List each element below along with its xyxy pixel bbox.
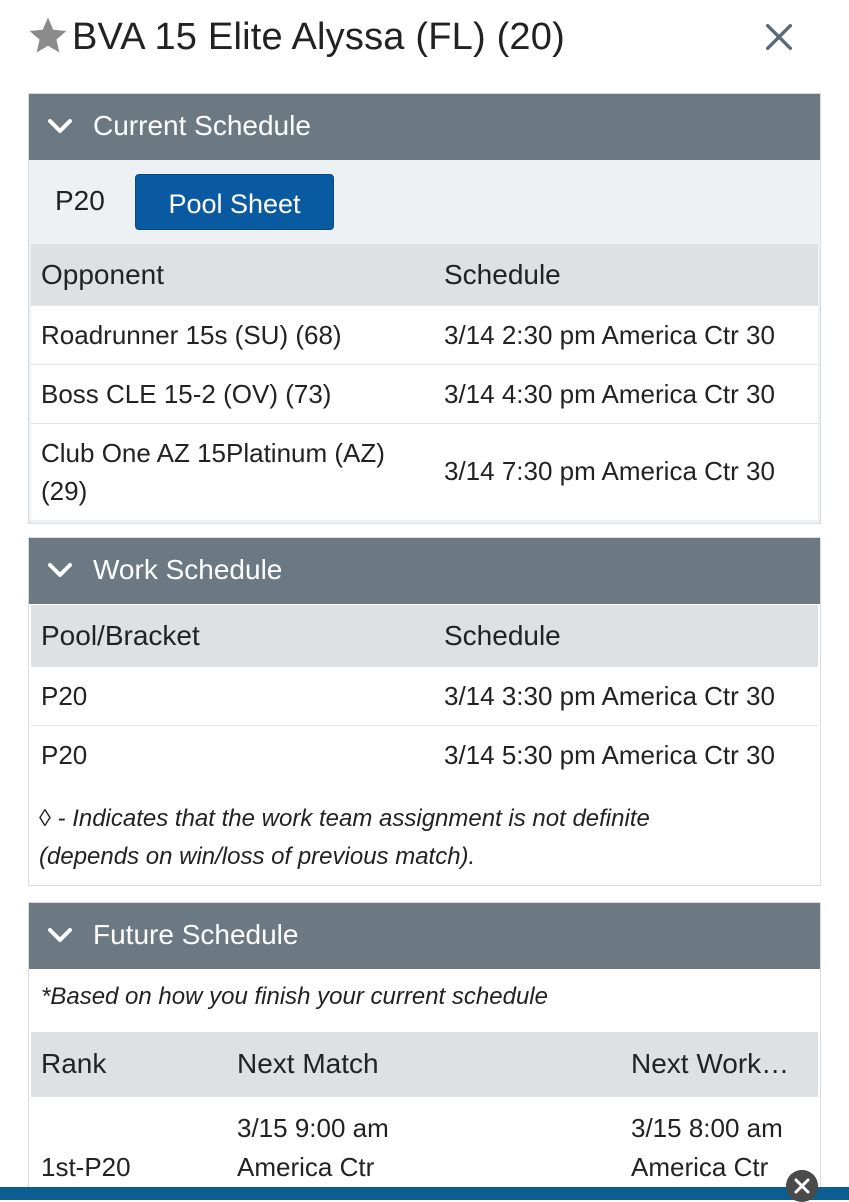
next-work-location: America Ctr xyxy=(631,1151,769,1182)
diamond-symbol: ◊ xyxy=(39,805,51,832)
column-header-pool-bracket: Pool/Bracket xyxy=(31,605,434,667)
close-icon[interactable] xyxy=(786,1170,818,1202)
opponent-cell: Roadrunner 15s (SU) (68) xyxy=(31,306,434,365)
table-row xyxy=(31,365,818,424)
table-row xyxy=(31,726,818,785)
page-header xyxy=(0,0,849,88)
table-header-row xyxy=(31,1032,818,1097)
opponent-cell: Boss CLE 15-2 (OV) (73) xyxy=(31,365,434,424)
current-schedule-header[interactable] xyxy=(29,94,820,160)
current-schedule-panel xyxy=(28,93,821,524)
column-header-opponent: Opponent xyxy=(31,244,434,306)
column-header-rank: Rank xyxy=(31,1032,227,1097)
pool-link[interactable]: P20 xyxy=(31,667,434,726)
work-assignment-note xyxy=(39,800,799,876)
panel-title: Current Schedule xyxy=(93,110,311,141)
bottom-ad-banner[interactable] xyxy=(0,1187,849,1200)
work-table xyxy=(31,605,818,785)
work-schedule-header[interactable] xyxy=(29,538,820,604)
pool-link[interactable]: P20 xyxy=(31,726,434,785)
table-header-row xyxy=(31,605,818,667)
rank-cell: 1st-P20 xyxy=(31,1097,227,1193)
panel-title: Future Schedule xyxy=(93,919,299,950)
opponent-table xyxy=(31,244,818,520)
table-row xyxy=(31,306,818,365)
table-row xyxy=(31,1097,818,1193)
pool-label: P20 xyxy=(55,185,105,216)
future-schedule-note: *Based on how you finish your current schedule xyxy=(41,983,548,1010)
chevron-down-icon xyxy=(47,560,73,580)
schedule-cell: 3/14 4:30 pm America Ctr 30 xyxy=(434,365,818,424)
pool-sheet-button[interactable]: Pool Sheet xyxy=(135,174,334,230)
opponent-rank: (29) xyxy=(41,475,88,506)
schedule-cell: 3/14 2:30 pm America Ctr 30 xyxy=(434,306,818,365)
future-schedule-panel xyxy=(28,902,821,1200)
next-match-time: 3/15 9:00 am xyxy=(237,1112,389,1143)
future-table xyxy=(31,1032,818,1193)
panel-title: Work Schedule xyxy=(93,554,283,585)
page-title: BVA 15 Elite Alyssa (FL) (20) xyxy=(72,16,565,58)
next-work-time: 3/15 8:00 am xyxy=(631,1112,783,1143)
schedule-cell: 3/14 7:30 pm America Ctr 30 xyxy=(434,424,818,520)
work-schedule-panel xyxy=(28,537,821,886)
column-header-schedule: Schedule xyxy=(434,605,818,667)
star-icon[interactable] xyxy=(26,14,70,58)
table-header-row xyxy=(31,244,818,306)
future-schedule-header[interactable] xyxy=(29,903,820,969)
opponent-name: Club One AZ 15Platinum (AZ) xyxy=(41,437,385,468)
close-icon[interactable] xyxy=(762,20,796,54)
note-text-line1: - Indicates that the work team assignment is not definite xyxy=(50,805,650,832)
table-row xyxy=(31,667,818,726)
pool-toolbar xyxy=(29,160,820,244)
column-header-next-match: Next Match xyxy=(227,1032,621,1097)
column-header-schedule: Schedule xyxy=(434,244,818,306)
table-row xyxy=(31,424,818,520)
chevron-down-icon xyxy=(47,925,73,945)
next-match-location: America Ctr xyxy=(237,1151,375,1182)
schedule-cell: 3/14 5:30 pm America Ctr 30 xyxy=(434,726,818,785)
schedule-cell: 3/14 3:30 pm America Ctr 30 xyxy=(434,667,818,726)
note-text-line2: (depends on win/loss of previous match). xyxy=(39,843,476,870)
opponent-cell xyxy=(31,424,434,520)
next-match-cell xyxy=(227,1097,621,1193)
column-header-next-work: Next Work… xyxy=(621,1032,818,1097)
chevron-down-icon xyxy=(47,116,73,136)
